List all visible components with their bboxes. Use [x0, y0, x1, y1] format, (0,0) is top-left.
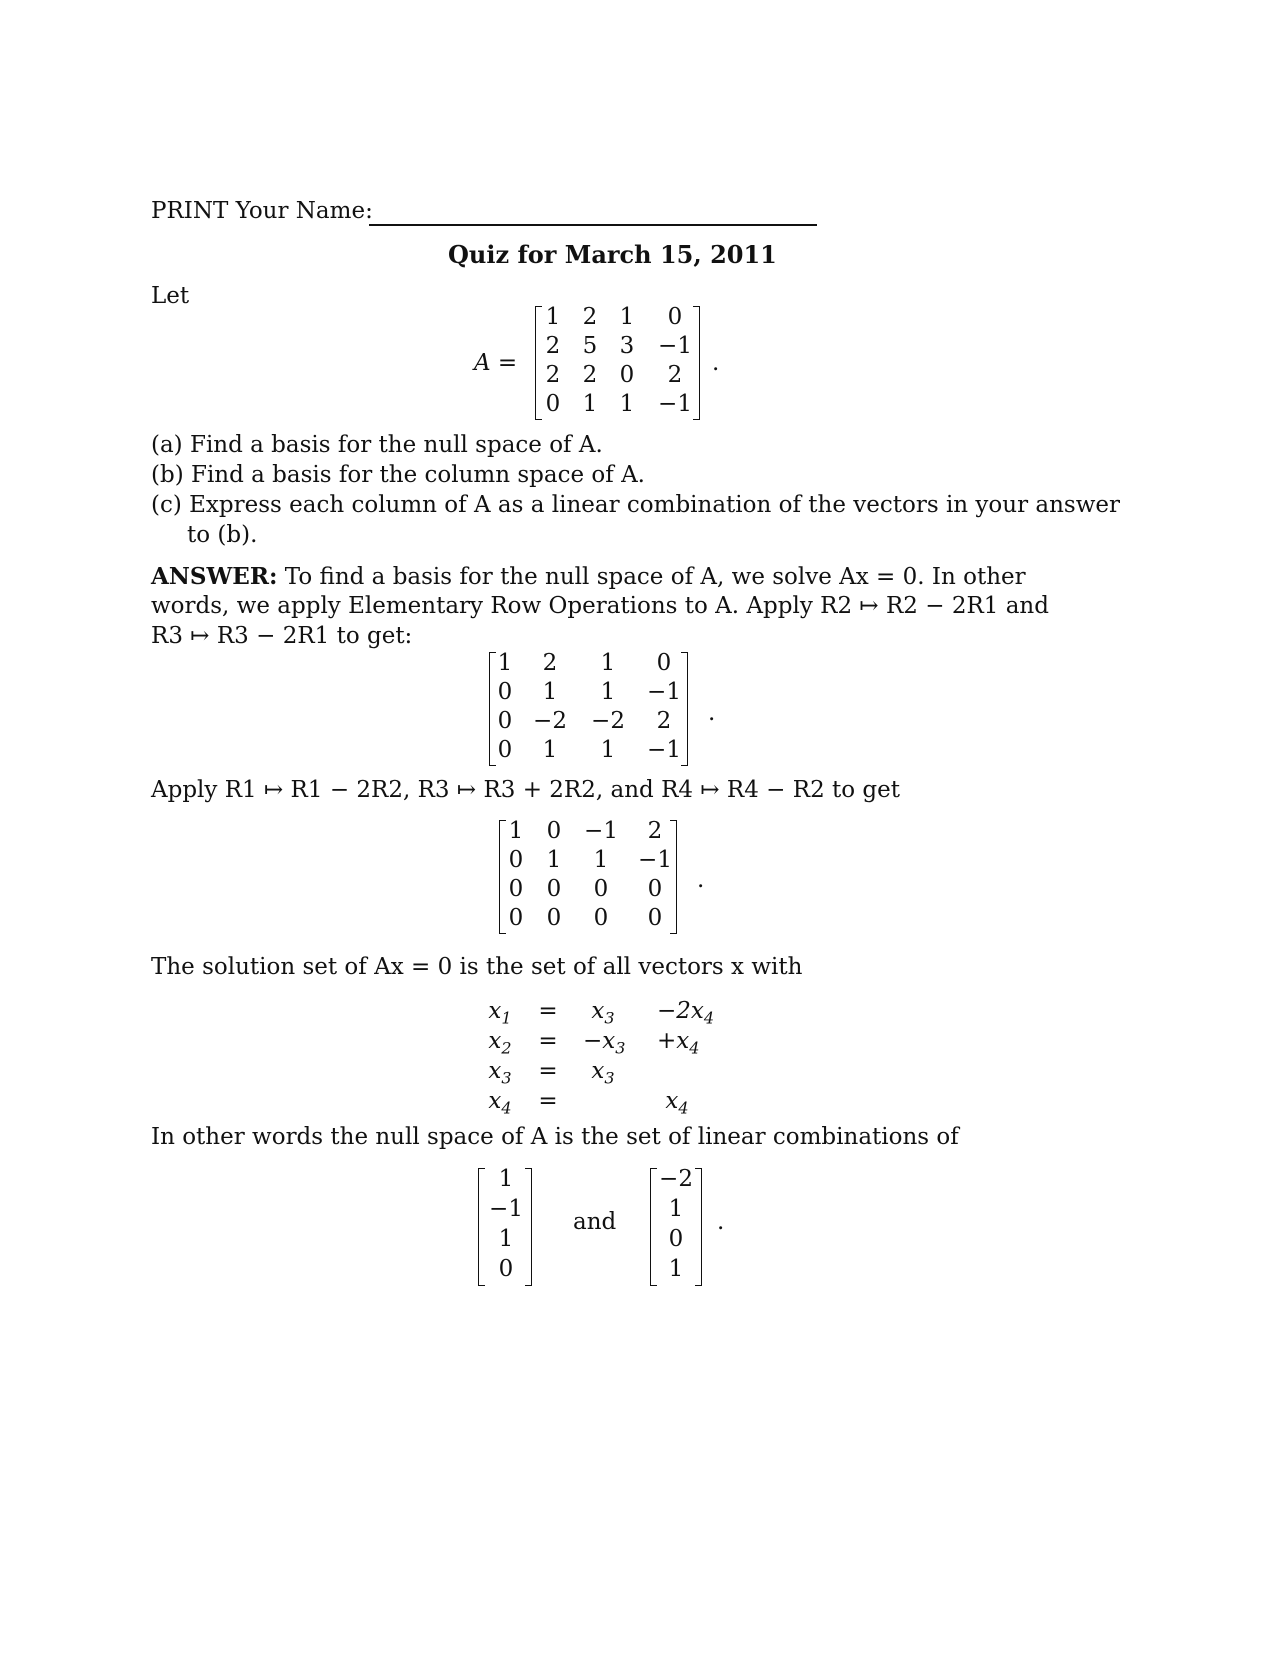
- matA-right-bracket: [693, 306, 700, 420]
- question-b-text: Find a basis for the column space of A.: [190, 462, 645, 488]
- answer-line-1: [151, 563, 1026, 590]
- equation-term: $x_1$: [488, 998, 512, 1028]
- vec2-cell: −2: [659, 1166, 693, 1192]
- answer-line-3: R3 ↦ R3 − 2R1 to get:: [151, 623, 413, 649]
- matA-left-bracket: [535, 306, 542, 420]
- matB-cell: 1: [542, 679, 558, 705]
- vec1-cell: 1: [498, 1226, 514, 1252]
- matB-cell: 1: [600, 737, 616, 763]
- matA-cell: −1: [658, 333, 692, 359]
- matA-cell: 1: [619, 391, 635, 417]
- matA-cell: 0: [619, 362, 635, 388]
- null-space-text: In other words the null space of A is the set of linear combinations of: [151, 1124, 959, 1150]
- vec1-cell: −1: [489, 1196, 523, 1222]
- matC-cell: −1: [638, 847, 672, 873]
- matA-cell: 1: [582, 391, 598, 417]
- matC-cell: 1: [593, 847, 609, 873]
- equation-term: $x_3$: [591, 998, 615, 1028]
- question-c-label: (c): [151, 492, 182, 518]
- matC-cell: 0: [508, 847, 524, 873]
- matC-cell: 1: [546, 847, 562, 873]
- matC-cell: 0: [546, 876, 562, 902]
- question-c-text: Express each column of A as a linear combination of the vectors in your answer: [189, 492, 1121, 518]
- matC-cell: 2: [647, 818, 663, 844]
- equation-term: $+x_4$: [657, 1028, 700, 1058]
- question-c-continuation: to (b).: [187, 522, 258, 548]
- matA-cell: 2: [545, 362, 561, 388]
- matA-cell: −1: [658, 391, 692, 417]
- matB-cell: 1: [600, 650, 616, 676]
- step-2-text: Apply R1 ↦ R1 − 2R2, R3 ↦ R3 + 2R2, and R4 ↦ R4 − R2 to get: [151, 777, 900, 803]
- solution-text: The solution set of Ax = 0 is the set of all vectors x with: [151, 954, 803, 980]
- matC-cell: 0: [508, 876, 524, 902]
- matrix-a-period: .: [712, 350, 720, 376]
- question-a-label: (a): [151, 432, 183, 458]
- vec1-cell: 1: [498, 1166, 514, 1192]
- question-b-label: (b): [151, 462, 184, 488]
- equation-term: =: [538, 998, 558, 1024]
- vec2-right-bracket: [695, 1168, 702, 1286]
- matA-cell: 1: [545, 304, 561, 330]
- matC-cell: 0: [508, 905, 524, 931]
- equation-term: $-x_3$: [583, 1028, 626, 1058]
- matB-cell: 0: [497, 737, 513, 763]
- equation-term: =: [538, 1028, 558, 1054]
- matC-cell: 0: [546, 818, 562, 844]
- matB-cell: −1: [647, 679, 681, 705]
- equation-term: $x_3$: [488, 1058, 512, 1088]
- matB-cell: 2: [542, 650, 558, 676]
- matA-cell: 1: [619, 304, 635, 330]
- matC-cell: 0: [546, 905, 562, 931]
- matrix-c-period: .: [697, 867, 705, 893]
- vec1-cell: 0: [498, 1256, 514, 1282]
- matB-cell: 1: [600, 679, 616, 705]
- equation-term: =: [538, 1088, 558, 1114]
- matC-cell: 0: [647, 905, 663, 931]
- name-line[interactable]: [369, 224, 817, 226]
- equation-term: $x_4$: [665, 1088, 689, 1118]
- vector-period: .: [717, 1209, 725, 1235]
- matA-cell: 5: [582, 333, 598, 359]
- and-word: and: [573, 1209, 617, 1235]
- question-c: [151, 492, 1120, 518]
- name-label: PRINT Your Name:: [151, 198, 373, 224]
- vec1-right-bracket: [525, 1168, 532, 1286]
- matrix-b-period: .: [708, 700, 716, 726]
- matB-cell: 0: [497, 708, 513, 734]
- matB-cell: −1: [647, 737, 681, 763]
- matrix-a-label: A =: [474, 350, 518, 376]
- equation-term: $x_2$: [488, 1028, 512, 1058]
- page-title: Quiz for March 15, 2011: [448, 240, 777, 269]
- equation-term: $x_3$: [591, 1058, 615, 1088]
- matC-cell: 0: [593, 876, 609, 902]
- matB-cell: −2: [533, 708, 567, 734]
- matA-cell: 0: [545, 391, 561, 417]
- matB-left-bracket: [489, 652, 496, 766]
- matC-cell: 1: [508, 818, 524, 844]
- matB-right-bracket: [681, 652, 688, 766]
- matB-cell: 0: [497, 679, 513, 705]
- matC-right-bracket: [670, 820, 677, 934]
- equation-term: $x_4$: [488, 1088, 512, 1118]
- vec2-cell: 1: [668, 1256, 684, 1282]
- equation-term: $-2x_4$: [657, 998, 715, 1028]
- matB-cell: 2: [656, 708, 672, 734]
- equation-term: =: [538, 1058, 558, 1084]
- question-b: [151, 462, 645, 488]
- matA-cell: 2: [545, 333, 561, 359]
- answer-lead: ANSWER:: [151, 563, 278, 590]
- matC-cell: 0: [593, 905, 609, 931]
- question-a-text: Find a basis for the null space of A.: [189, 432, 603, 458]
- matC-cell: −1: [584, 818, 618, 844]
- matB-cell: 1: [542, 737, 558, 763]
- vec1-left-bracket: [478, 1168, 485, 1286]
- matC-cell: 0: [647, 876, 663, 902]
- vec2-cell: 1: [668, 1196, 684, 1222]
- answer-text-1: To find a basis for the null space of A, we solve Ax = 0. In other: [284, 564, 1026, 590]
- matB-cell: 1: [497, 650, 513, 676]
- matA-cell: 0: [667, 304, 683, 330]
- matB-cell: −2: [591, 708, 625, 734]
- vec2-left-bracket: [650, 1168, 657, 1286]
- matA-cell: 2: [667, 362, 683, 388]
- vec2-cell: 0: [668, 1226, 684, 1252]
- answer-line-2: words, we apply Elementary Row Operations to A. Apply R2 ↦ R2 − 2R1 and: [151, 593, 1049, 619]
- matB-cell: 0: [656, 650, 672, 676]
- matA-cell: 2: [582, 304, 598, 330]
- matC-left-bracket: [499, 820, 506, 934]
- let-label: Let: [151, 283, 190, 309]
- question-a: [151, 432, 603, 458]
- matA-cell: 3: [619, 333, 635, 359]
- matA-cell: 2: [582, 362, 598, 388]
